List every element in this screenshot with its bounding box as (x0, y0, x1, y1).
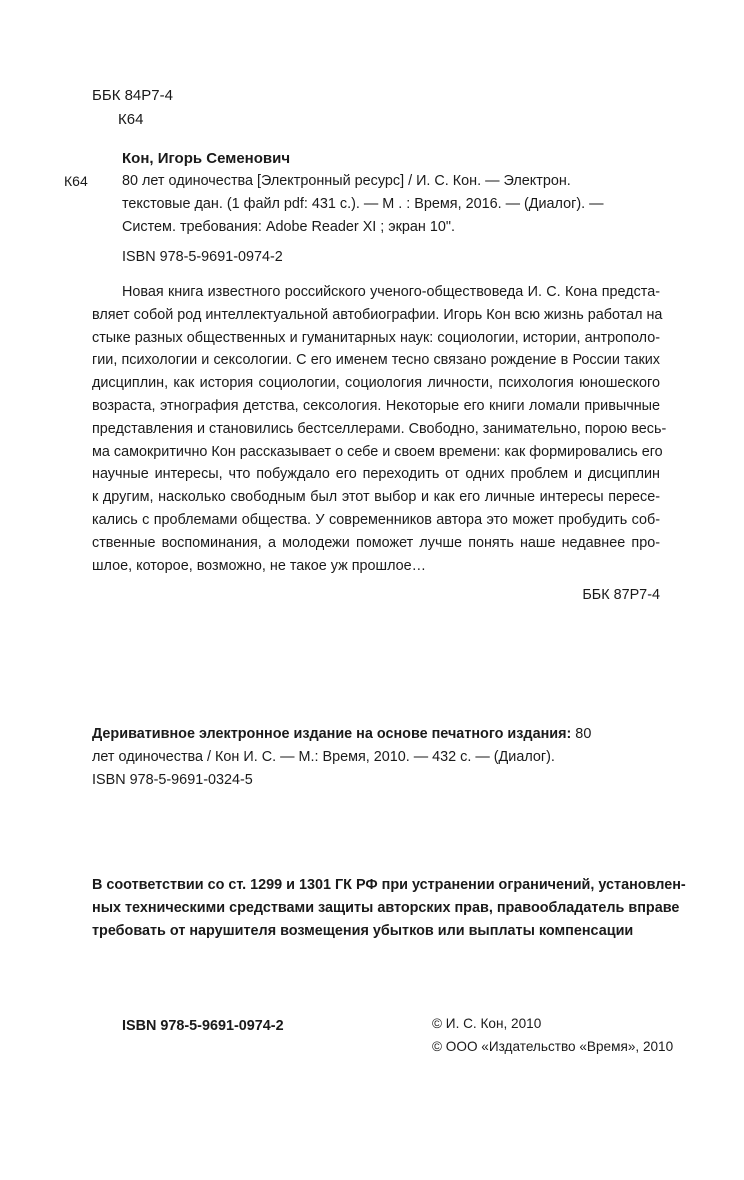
abstract-line: кались с проблемами общества. У современников автора это может пробудить соб- (92, 511, 660, 528)
copyright-author: © И. С. Кон, 2010 (432, 1016, 542, 1031)
copyright-block (432, 1012, 673, 1058)
legal-line: ных техническими средствами защиты авторских прав, правообладатель вправе (92, 899, 680, 916)
derivative-edition (92, 723, 592, 791)
catalog-line: 80 лет одиночества [Электронный ресурс] / И. С. Кон. — Электрон. (122, 173, 571, 189)
derivative-line-2: лет одиночества / Кон И. С. — М.: Время, 2010. — 432 с. — (Диалог). (92, 748, 555, 765)
derivative-heading: Деривативное электронное издание на основе печатного издания: (92, 726, 572, 742)
abstract-line: ма самокритично Кон рассказывает о себе и своем времени: как формировались его (92, 443, 663, 460)
legal-line: В соответствии со ст. 1299 и 1301 ГК РФ при устранении ограничений, установлен- (92, 877, 686, 893)
legal-notice (92, 874, 686, 942)
abstract-bbk: ББК 87Р7-4 (582, 587, 660, 603)
abstract-line: представления и становились бестселлерами. Свободно, занимательно, порою весь- (92, 420, 667, 437)
legal-line: требовать от нарушителя возмещения убытков или выплаты компенсации (92, 922, 634, 939)
abstract-line: научные интересы, что побуждало его переходить от одних проблем и дисциплин (92, 466, 660, 483)
catalog-line: текстовые дан. (1 файл pdf: 431 с.). — М . : Время, 2016. — (Диалог). — (122, 195, 604, 212)
catalog-description (122, 170, 662, 238)
abstract-line: дисциплин, как история социологии, социология личности, психология юношеского (92, 375, 660, 392)
bbk-code: ББК 84Р7-4 (92, 87, 173, 104)
derivative-isbn: ISBN 978-5-9691-0324-5 (92, 771, 253, 788)
abstract-line: к другим, насколько свободным был этот выбор и как его личные интересы пересе- (92, 489, 660, 506)
abstract-line: возраста, этнография детства, сексология. Некоторые его книги ломали привычные (92, 397, 660, 414)
catalog-line: Систем. требования: Adobe Reader XI ; экран 10". (122, 218, 455, 235)
abstract-line: гии, психологии и сексологии. С его именем тесно связано рождение в России таких (92, 352, 660, 369)
author-mark: К64 (118, 111, 144, 128)
catalog-isbn: ISBN 978-5-9691-0974-2 (122, 249, 283, 265)
abstract (92, 281, 667, 577)
abstract-line: шлое, которое, возможно, не такое уж прошлое… (92, 557, 427, 574)
footer-isbn: ISBN 978-5-9691-0974-2 (122, 1018, 284, 1034)
abstract-line: Новая книга известного российского ученого-обществоведа И. С. Кона предста- (122, 284, 660, 300)
derivative-title-start: 80 (571, 726, 592, 742)
copyright-publisher: © ООО «Издательство «Время», 2010 (432, 1039, 674, 1054)
margin-author-mark: К64 (64, 173, 88, 189)
catalog-author: Кон, Игорь Семенович (122, 150, 291, 167)
abstract-line: стыке разных общественных и гуманитарных наук: социологии, истории, антрополо- (92, 329, 660, 346)
abstract-line: вляет собой род интеллектуальной автобиографии. Игорь Кон всю жизнь работал на (92, 306, 663, 323)
abstract-line: ственные воспоминания, а молодежи поможет лучше понять наше недавнее про- (92, 534, 660, 551)
derivative-line-1 (92, 723, 592, 746)
